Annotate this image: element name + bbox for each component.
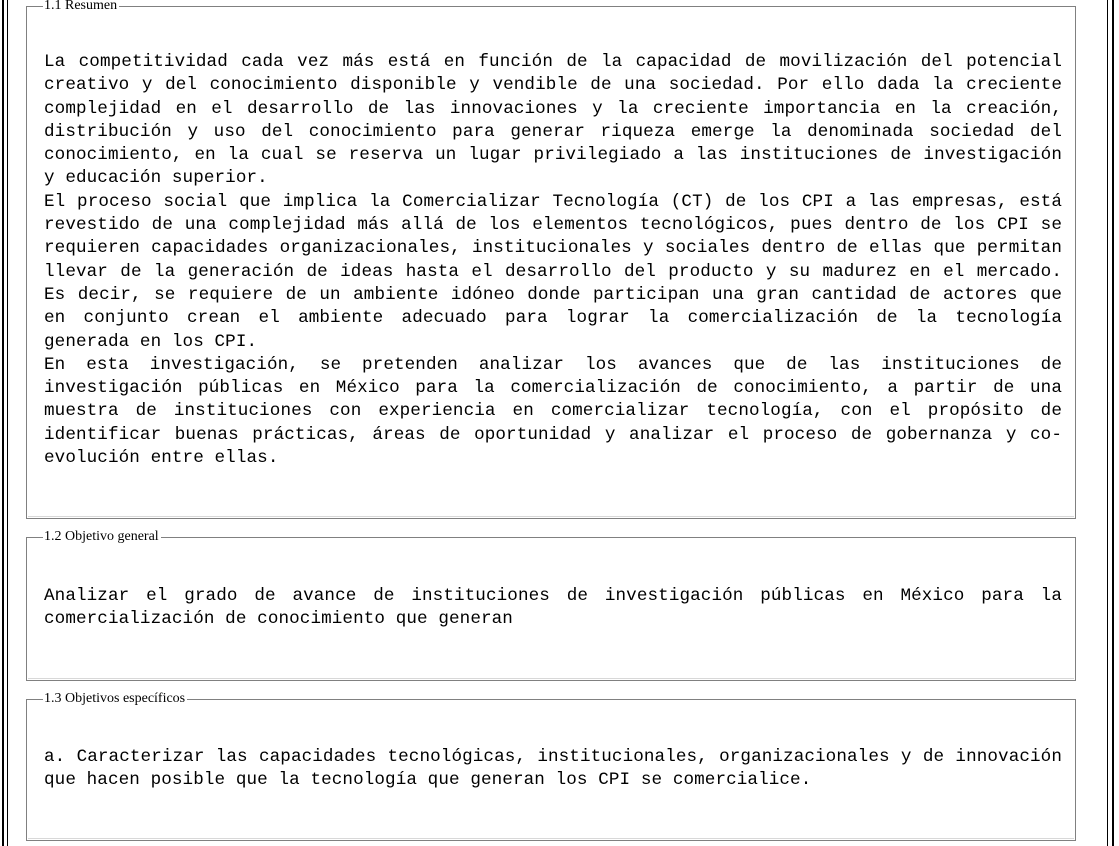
section-resumen xyxy=(26,0,1076,519)
section-body-objetivos-especificos xyxy=(44,746,1062,793)
resumen-paragraph: La competitividad cada vez más está en función de la capacidad de movilización del potencial creativo y del conocimiento disponible y vendible de una sociedad. Por ello dada la creciente complejidad en el desarrollo de las innovaciones y la creciente importancia en la creación, distribución y uso del conocimiento para generar riqueza emerge la denominada sociedad del conocimiento, en la cual se reserva un lugar privilegiado a las instituciones de investigación y educación superior. xyxy=(44,52,1062,189)
section-divider xyxy=(27,6,1075,7)
section-legend-objetivo-general: 1.2 Objetivo general xyxy=(44,529,159,544)
resumen-paragraph: El proceso social que implica la Comercializar Tecnología (CT) de los CPI a las empresas, está revestido de una complejidad más allá de los elementos tecnológicos, pues dentro de los CPI se requieren capacidades organizacionales, institucionales y sociales dentro de ellas que permitan llevar de la generación de ideas hasta el desarrollo del producto y su madurez en el mercado. Es decir, se requiere de un ambiente idóneo donde participan una gran cantidad de actores que en conjunto crean el ambiente adecuado para lograr la comercialización de la tecnología generada en los CPI. xyxy=(44,191,1062,352)
objetivo-general-paragraph: Analizar el grado de avance de instituciones de investigación públicas en México para la comercialización de conocimiento que generan xyxy=(44,586,1062,630)
page-frame-right-outer xyxy=(1112,0,1114,846)
section-body-objetivo-general xyxy=(44,585,1062,632)
section-objetivos-especificos xyxy=(26,691,1076,841)
section-body-resumen xyxy=(44,51,1062,470)
page-frame-right-inner xyxy=(1107,0,1108,846)
section-divider xyxy=(27,537,1075,538)
page-frame-left-outer xyxy=(2,0,4,846)
resumen-paragraph: En esta investigación, se pretenden analizar los avances que de las instituciones de investigación públicas en México para la comercialización de conocimiento, a partir de una muestra de instituciones con experiencia en comercializar tecnología, con el propósito de identificar buenas prácticas, áreas de oportunidad y analizar el proceso de gobernanza y co-evolución entre ellas. xyxy=(44,354,1062,469)
section-legend-objetivos-especificos: 1.3 Objetivos específicos xyxy=(44,691,186,706)
objetivos-especificos-paragraph: a. Caracterizar las capacidades tecnológicas, institucionales, organizacionales y de innovación que hacen posible que la tecnología que generan los CPI se comercialice. xyxy=(44,747,1062,791)
section-objetivo-general xyxy=(26,529,1076,681)
page-frame-left-inner xyxy=(7,0,8,846)
section-legend-resumen: 1.1 Resumen xyxy=(44,0,118,13)
